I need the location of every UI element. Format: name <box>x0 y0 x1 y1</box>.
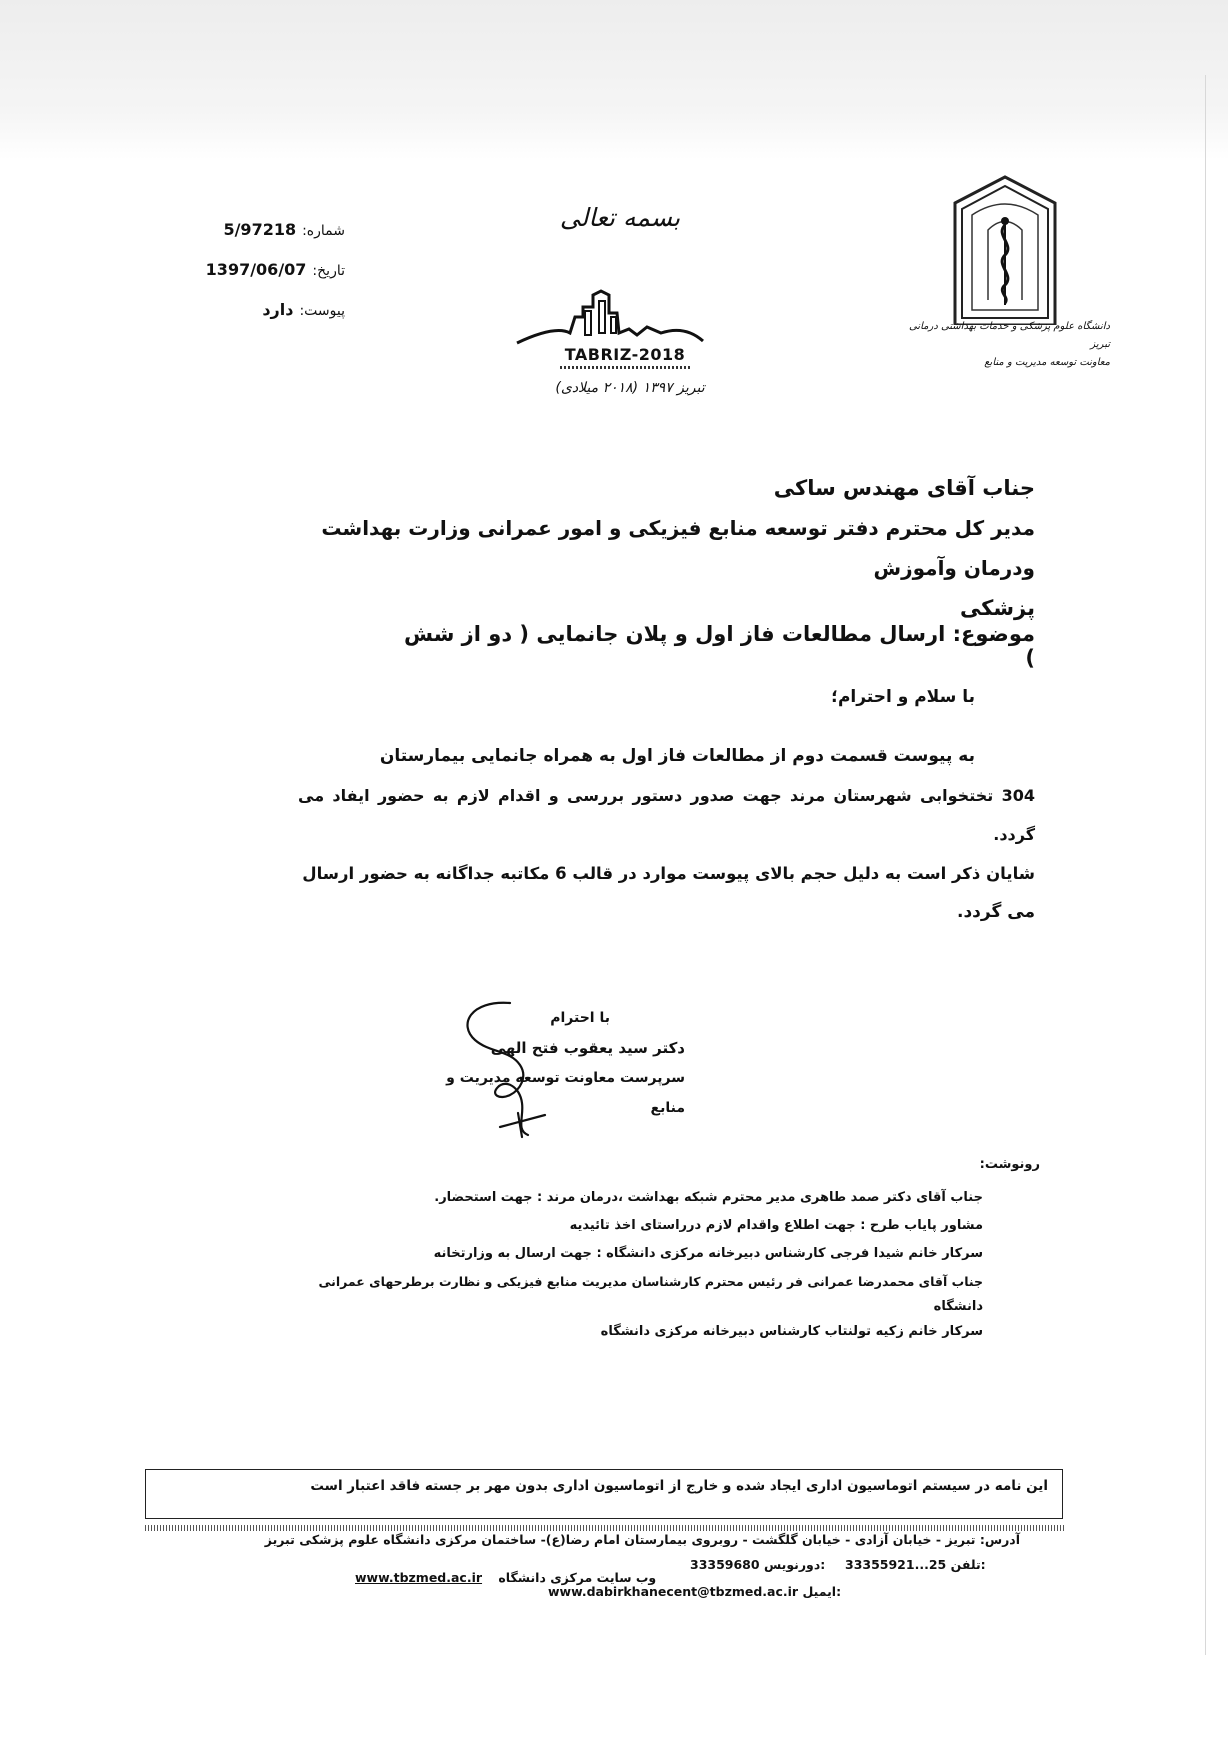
footer-website <box>355 1570 656 1585</box>
cc-line: سرکار خانم شیدا فرجی کارشناس دبیرخانه مرکزی دانشگاه : جهت ارسال به وزارتخانه <box>433 1246 983 1261</box>
body-para1-line2: 304 تختخوابی شهرستان مرند جهت صدور دستور بررسی و اقدام لازم به حضور ایفاد می گردد. <box>298 786 1035 844</box>
letter-body <box>298 737 1035 932</box>
letter-meta <box>205 220 345 340</box>
letter-date-value: 1397/06/07 <box>205 260 307 279</box>
tabriz-2018-subcaption: تبریز ۱۳۹۷ (۲۰۱۸ میلادی) <box>555 380 705 396</box>
signature-block <box>440 1003 685 1123</box>
recipient-title-cont: پزشکی <box>959 596 1035 620</box>
letter-attachment-row <box>215 300 345 340</box>
recipient-block <box>290 468 1035 628</box>
recipient-name: جناب آقای مهندس ساکی <box>773 476 1035 500</box>
bismillah: بسمه تعالی <box>559 203 681 232</box>
tabriz-2018-caption: TABRIZ-2018 <box>564 345 686 364</box>
footer-phone <box>845 1557 986 1572</box>
letter-subject: موضوع: ارسال مطالعات فاز اول و پلان جانمایی ( دو از شش ) <box>404 622 1035 670</box>
scan-top-shade <box>0 0 1228 160</box>
automation-notice: این نامه در سیستم اتوماسیون اداری ایجاد شده و خارج از اتوماسیون اداری بدون مهر بر جسته فاقد اعتبار است <box>145 1469 1063 1519</box>
university-dept-text: معاونت توسعه مدیریت و منابع <box>984 357 1110 368</box>
cc-line: دانشگاه <box>933 1299 983 1314</box>
letter-number-row <box>215 220 345 260</box>
letter-date-label: تاریخ: <box>312 263 345 279</box>
footer-phone-label: تلفن: <box>950 1557 986 1572</box>
footer-website-label: وب سایت مرکزی دانشگاه <box>498 1570 657 1585</box>
signature-title: سرپرست معاونت توسعه مدیریت و منابع <box>446 1070 685 1116</box>
letter-number-value: 5/97218 <box>223 220 297 239</box>
footer-fax <box>690 1557 825 1572</box>
body-para2-line2: می گردد. <box>956 902 1035 922</box>
cc-list <box>300 1184 983 1346</box>
recipient-title: مدیر کل محترم دفتر توسعه منابع فیزیکی و امور عمرانی وزارت بهداشت ودرمان وآموزش <box>321 516 1035 580</box>
letter-greeting: با سلام و احترام؛ <box>831 687 975 707</box>
letter-number-label: شماره: <box>302 223 345 239</box>
footer-email-label: ایمیل: <box>802 1584 842 1599</box>
footer-website-link[interactable]: www.tbzmed.ac.ir <box>355 1570 483 1585</box>
footer-phone-value: 33355921...25 <box>845 1557 947 1572</box>
letter-date-row <box>205 260 345 300</box>
body-para2-line1: شایان ذکر است به دلیل حجم بالای پیوست موارد در قالب 6 مکاتبه جداگانه به حضور ارسال <box>302 864 1035 883</box>
cc-line: سرکار خانم زکیه تولنتاب کارشناس دبیرخانه مرکزی دانشگاه <box>600 1324 983 1339</box>
cc-line: جناب آقای دکتر صمد طاهری مدیر محترم شبکه بهداشت ،درمان مرند : جهت استحضار. <box>434 1190 983 1205</box>
signature-closing: با احترام <box>550 1010 610 1026</box>
footer-fax-label: دورنویس: <box>763 1557 826 1572</box>
scan-page-edge <box>1205 75 1206 1655</box>
signature-name: دکتر سید یعقوب فتح الهی <box>490 1039 685 1057</box>
university-name <box>900 318 1110 372</box>
cc-line: جناب آقای محمدرضا عمرانی فر رئیس محترم کارشناسان مدیریت منابع فیزیکی و نظارت برطرحهای عمرانی <box>318 1274 983 1289</box>
cc-line: مشاور پایاب طرح : جهت اطلاع واقدام لازم درراستای اخذ تائیدیه <box>569 1218 983 1233</box>
cc-title: رونوشت: <box>979 1157 1040 1172</box>
footer-address: آدرس: تبریز - خیابان آزادی - خیابان گلگشت - روبروی بیمارستان امام رضا(ع)- ساختمان مرکزی دانشگاه علوم پزشکی تبریز <box>264 1532 1020 1547</box>
body-para1-line1: به پیوست قسمت دوم از مطالعات فاز اول به همراه جانمایی بیمارستان <box>379 746 975 766</box>
letter-attachment-label: پیوست: <box>299 303 345 319</box>
university-logo-icon <box>950 175 1060 325</box>
footer-fax-value: 33359680 <box>690 1557 760 1572</box>
university-name-text: دانشگاه علوم پزشکی و خدمات بهداشتی درمانی تبریز <box>908 321 1110 350</box>
tabriz-2018-divider <box>560 366 690 369</box>
footer-email <box>548 1584 841 1599</box>
footer-hatch-divider <box>145 1525 1065 1531</box>
letter-attachment-value: دارد <box>262 300 294 319</box>
footer-email-link[interactable]: www.dabirkhanecent@tbzmed.ac.ir <box>548 1584 799 1599</box>
